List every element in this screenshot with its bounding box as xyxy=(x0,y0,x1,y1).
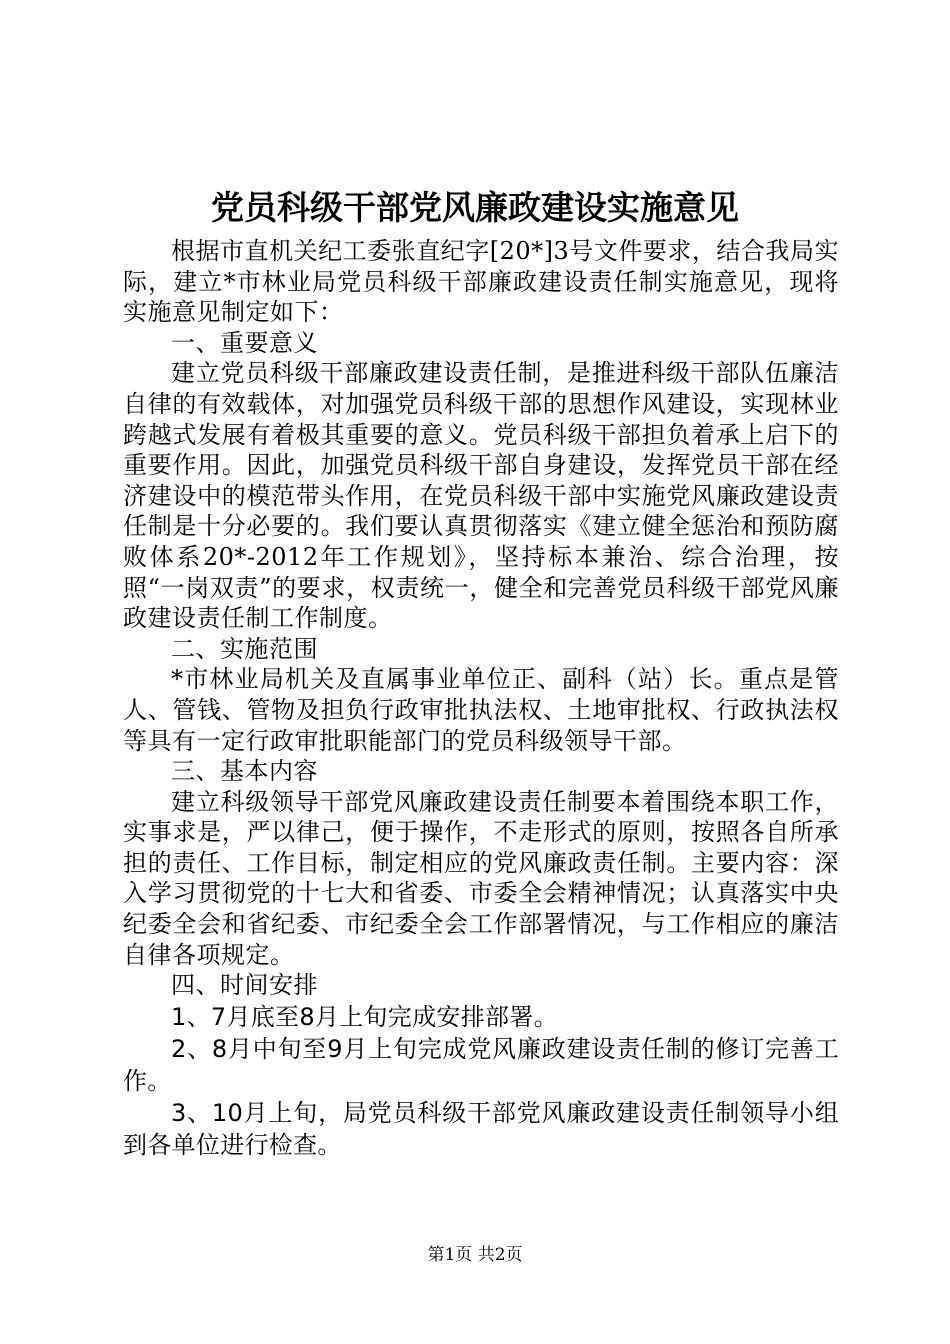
document-body xyxy=(123,236,839,1161)
page-indicator: 第1页 共2页 xyxy=(427,1245,523,1265)
section-text-scope: *市林业局机关及直属事业单位正、副科（站）长。重点是管人、管钱、管物及担负行政审批执法权、土地审批权、行政执法权等具有一定行政审批职能部门的党员科级领导干部。 xyxy=(123,665,839,755)
document-title: 党员科级干部党风廉政建设实施意见 xyxy=(211,188,739,227)
schedule-item: 1、7月底至8月上旬完成安排部署。 xyxy=(171,1002,558,1031)
schedule-item: 3、10月上旬，局党员科级干部党风廉政建设责任制领导小组到各单位进行检查。 xyxy=(123,1098,839,1159)
section-heading-schedule: 四、时间安排 xyxy=(171,971,318,1000)
section-heading-content: 三、基本内容 xyxy=(171,757,318,786)
section-heading-scope: 二、实施范围 xyxy=(171,634,318,663)
intro-paragraph: 根据市直机关纪工委张直纪字[20*]3号文件要求，结合我局实际，建立*市林业局党员科级干部廉政建设责任制实施意见，现将实施意见制定如下： xyxy=(123,237,839,327)
schedule-item: 2、8月中旬至9月上旬完成党风廉政建设责任制的修订完善工作。 xyxy=(123,1034,839,1095)
section-heading-significance: 一、重要意义 xyxy=(171,328,318,357)
section-text-content: 建立科级领导干部党风廉政建设责任制要本着围绕本职工作，实事求是，严以律己，便于操作，不走形式的原则，按照各自所承担的责任、工作目标，制定相应的党风廉政责任制。主要内容：深入学习贯彻党的十七大和省委、市委全会精神情况；认真落实中央纪委全会和省纪委、市纪委全会工作部署情况，与工作相应的廉洁自律各项规定。 xyxy=(123,787,839,969)
section-text-significance: 建立党员科级干部廉政建设责任制，是推进科级干部队伍廉洁自律的有效载体，对加强党员科级干部的思想作风建设，实现林业跨越式发展有着极其重要的意义。党员科级干部担负着承上启下的重要作用。因此，加强党员科级干部自身建设，发挥党员干部在经济建设中的模范带头作用，在党员科级干部中实施党风廉政建设责任制是十分必要的。我们要认真贯彻落实《建立健全惩治和预防腐败体系20*-2012年工作规划》，坚持标本兼治、综合治理，按照“一岗双责”的要求，权责统一，健全和完善党员科级干部党风廉政建设责任制工作制度。 xyxy=(123,359,839,633)
